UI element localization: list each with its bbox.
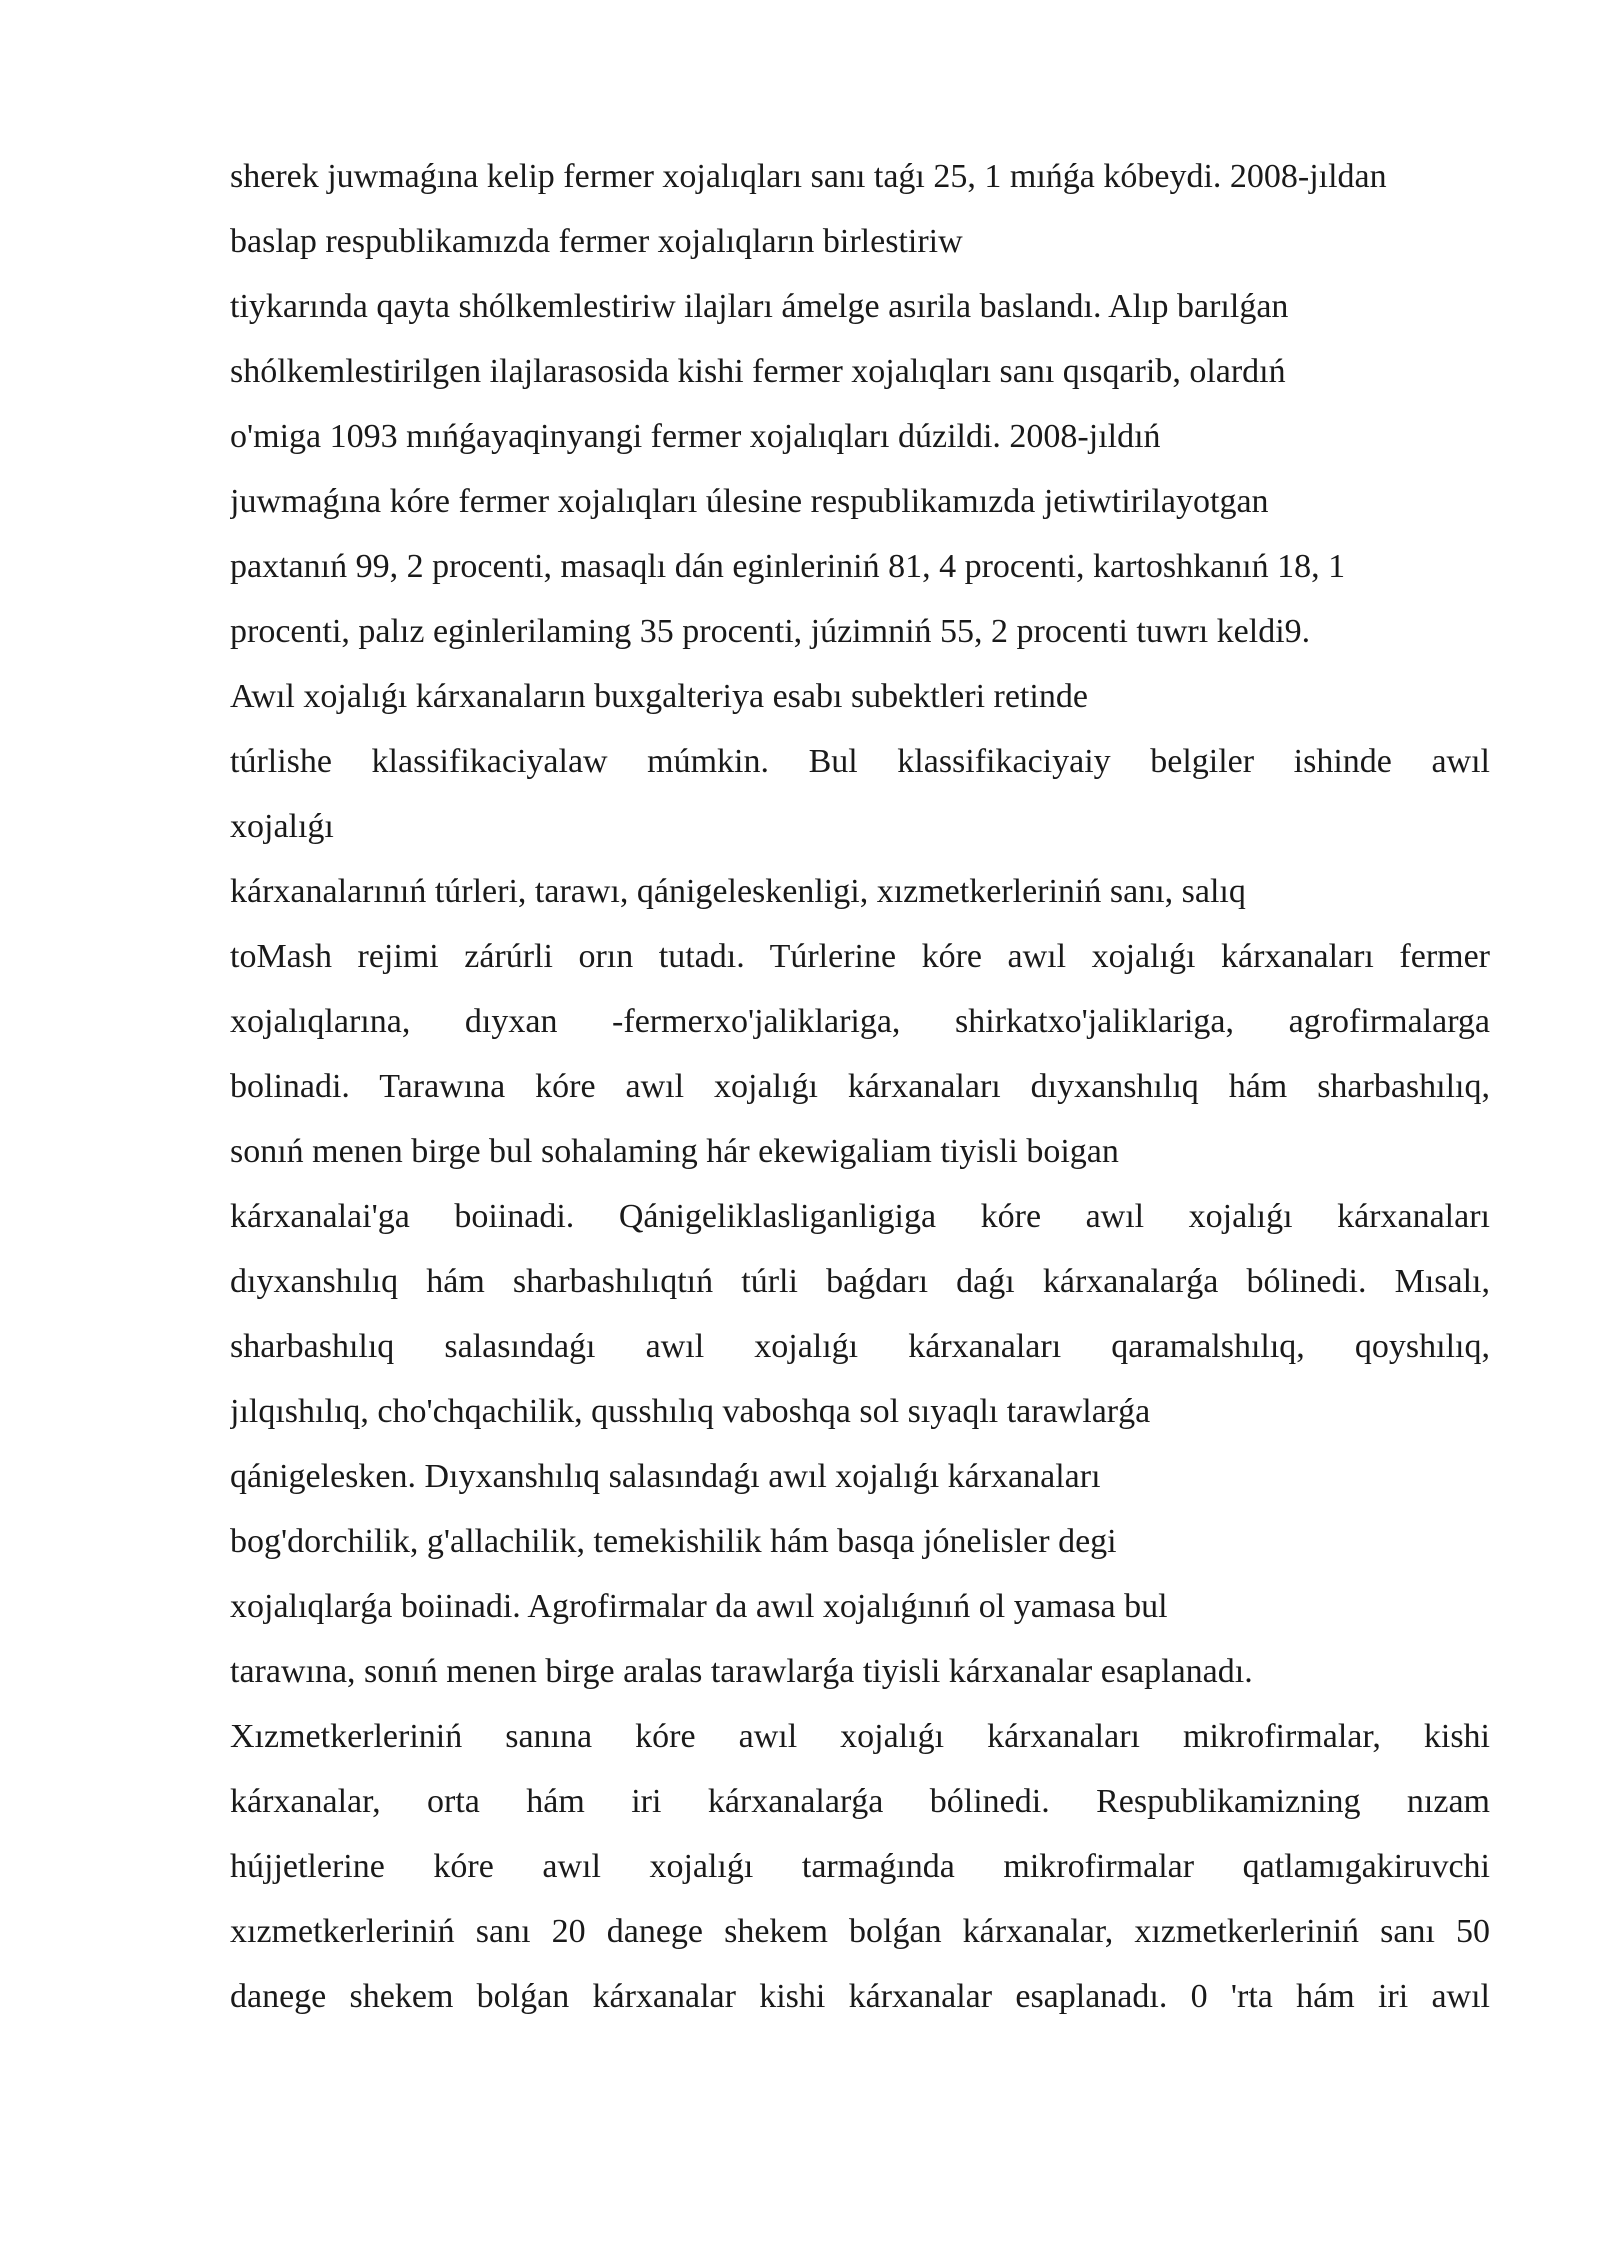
text-line: xızmetkerleriniń sanı 20 danege shekem bolǵan kárxanalar, xızmetkerleriniń sanı 50	[230, 1913, 1490, 1950]
text-line: bolinadi. Tarawına kóre awıl xojalıǵı kárxanaları dıyxanshılıq hám sharbashılıq,	[230, 1068, 1490, 1105]
text-line: o'miga 1093 mıńǵayaqinyangi fermer xojalıqları dúzildi. 2008-jıldıń	[230, 418, 1161, 455]
text-line: paxtanıń 99, 2 procenti, masaqlı dán eginleriniń 81, 4 procenti, kartoshkanıń 18, 1	[230, 548, 1346, 585]
text-line: kárxanalar, orta hám iri kárxanalarǵa bólinedi. Respublikamizning nızam	[230, 1783, 1490, 1820]
text-line: bog'dorchilik, g'allachilik, temekishilik hám basqa jónelisler degi	[230, 1523, 1117, 1560]
text-line: hújjetlerine kóre awıl xojalıǵı tarmaǵında mikrofirmalar qatlamıgakiruvchi	[230, 1848, 1490, 1885]
text-line: baslap respublikamızda fermer xojalıqların birlestiriw	[230, 223, 963, 260]
text-line: procenti, palız eginlerilaming 35 procenti, júzimniń 55, 2 procenti tuwrı keldi9.	[230, 613, 1311, 650]
text-line: dıyxanshılıq hám sharbashılıqtıń túrli baǵdarı daǵı kárxanalarǵa bólinedi. Mısalı,	[230, 1263, 1490, 1300]
text-line: xojalıqlarǵa boiinadi. Agrofirmalar da awıl xojalıǵınıń ol yamasa bul	[230, 1588, 1168, 1625]
text-line: xojalıǵı	[230, 808, 334, 845]
text-line: sharbashılıq salasındaǵı awıl xojalıǵı kárxanaları qaramalshılıq, qoyshılıq,	[230, 1328, 1490, 1365]
text-line: xojalıqlarına, dıyxan -fermerxo'jaliklariga, shirkatxo'jaliklariga, agrofirmalarga	[230, 1003, 1490, 1040]
text-line: tiykarında qayta shólkemlestiriw ilajları ámelge asırila baslandı. Alıp barılǵan	[230, 288, 1289, 325]
text-line: Awıl xojalıǵı kárxanaların buxgalteriya esabı subektleri retinde	[230, 678, 1088, 715]
text-line: jılqıshılıq, cho'chqachilik, qusshılıq vaboshqa sol sıyaqlı tarawlarǵa	[230, 1393, 1151, 1430]
text-line: túrlishe klassifikaciyalaw múmkin. Bul klassifikaciyaiy belgiler ishinde awıl	[230, 743, 1490, 780]
text-line: sherek juwmaǵına kelip fermer xojalıqları sanı taǵı 25, 1 mıńǵa kóbeydi. 2008-jıldan	[230, 158, 1387, 195]
text-line: kárxanalarınıń túrleri, tarawı, qánigeleskenligi, xızmetkerleriniń sanı, salıq	[230, 873, 1246, 910]
text-line: danege shekem bolǵan kárxanalar kishi kárxanalar esaplanadı. 0 'rta hám iri awıl	[230, 1978, 1490, 2015]
text-line: shólkemlestirilgen ilajlarasosida kishi fermer xojalıqları sanı qısqarib, olardıń	[230, 353, 1286, 390]
text-line: sonıń menen birge bul sohalaming hár ekewigaliam tiyisli boigan	[230, 1133, 1119, 1170]
text-line: toMash rejimi zárúrli orın tutadı. Túrlerine kóre awıl xojalıǵı kárxanaları fermer	[230, 938, 1490, 975]
text-line: juwmaǵına kóre fermer xojalıqları úlesine respublikamızda jetiwtirilayotgan	[230, 483, 1269, 520]
text-line: qánigelesken. Dıyxanshılıq salasındaǵı awıl xojalıǵı kárxanaları	[230, 1458, 1101, 1495]
text-line: tarawına, sonıń menen birge aralas tarawlarǵa tiyisli kárxanalar esaplanadı.	[230, 1653, 1253, 1690]
text-line: kárxanalai'ga boiinadi. Qánigeliklasliganligiga kóre awıl xojalıǵı kárxanaları	[230, 1198, 1490, 1235]
text-line: Xızmetkerleriniń sanına kóre awıl xojalıǵı kárxanaları mikrofirmalar, kishi	[230, 1718, 1490, 1755]
